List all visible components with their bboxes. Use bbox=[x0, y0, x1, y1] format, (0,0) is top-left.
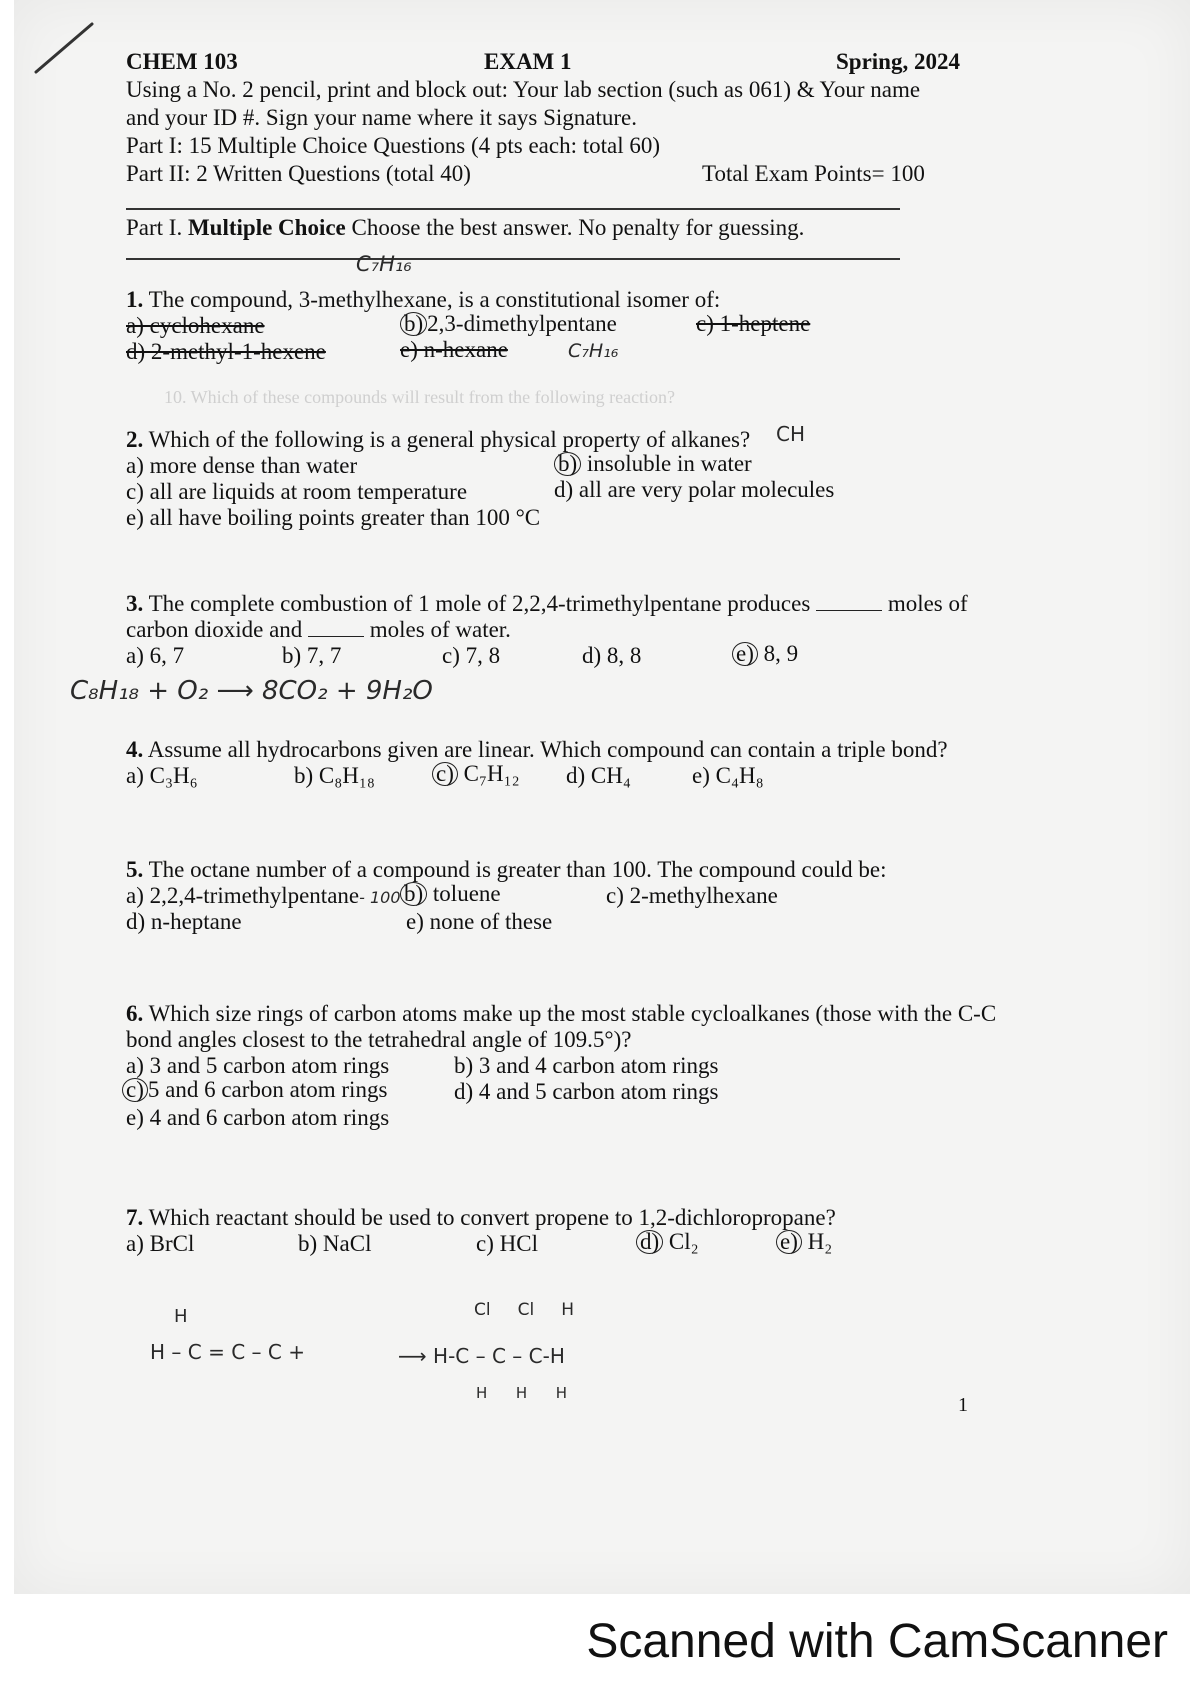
q1-option-a[interactable]: a) cyclohexane bbox=[126, 313, 265, 338]
q4-option-e[interactable]: e) C₄H₈ bbox=[692, 763, 764, 788]
exam-title: EXAM 1 bbox=[484, 49, 572, 74]
instructions-line-1: Using a No. 2 pencil, print and block out: Your lab section (such as 061) & Your name bbox=[126, 77, 921, 102]
q1-option-b-letter: b) bbox=[400, 312, 427, 336]
q7-option-e-text: H₂ bbox=[801, 1229, 833, 1254]
q6-option-b[interactable]: b) 3 and 4 carbon atom rings bbox=[454, 1053, 719, 1078]
q1-option-b[interactable] bbox=[400, 310, 617, 337]
q5-option-b-text: toluene bbox=[427, 881, 501, 906]
q5-option-c[interactable]: c) 2-methylhexane bbox=[606, 883, 778, 908]
q2-option-b[interactable] bbox=[554, 450, 752, 477]
question-1-number: 1. bbox=[126, 287, 144, 312]
q4-option-c-letter: c) bbox=[432, 762, 458, 786]
question-1-stem: The compound, 3-methylhexane, is a constitutional isomer of: bbox=[148, 287, 721, 312]
handwritten-formula-top: C₇H₁₆ bbox=[356, 252, 412, 276]
page-number: 1 bbox=[958, 1394, 968, 1416]
q3-option-a[interactable]: a) 6, 7 bbox=[126, 643, 185, 668]
question-1 bbox=[126, 286, 720, 313]
q6-option-a[interactable]: a) 3 and 5 carbon atom rings bbox=[126, 1053, 390, 1078]
q2-option-b-text: insoluble in water bbox=[581, 451, 752, 476]
handwritten-equation: C₈H₁₈ + O₂ ⟶ 8CO₂ + 9H₂O bbox=[70, 676, 433, 706]
q1-option-c[interactable]: c) 1-heptene bbox=[696, 311, 811, 336]
q5-option-b-letter: b) bbox=[400, 882, 427, 906]
question-2-number: 2. bbox=[126, 427, 144, 452]
handwritten-product-bottom: H H H bbox=[476, 1384, 568, 1402]
handwritten-product-top: Cl Cl H bbox=[474, 1300, 575, 1320]
question-7 bbox=[126, 1204, 836, 1231]
section-prefix: Part I. bbox=[126, 215, 188, 240]
question-4 bbox=[126, 736, 948, 763]
q3-option-e[interactable] bbox=[732, 640, 798, 667]
q2-option-c[interactable]: c) all are liquids at room temperature bbox=[126, 479, 468, 504]
question-5 bbox=[126, 856, 887, 883]
q4-option-d[interactable]: d) CH₄ bbox=[566, 763, 631, 788]
q4-option-c-text: C₇H₁₂ bbox=[457, 761, 520, 786]
q2-option-a[interactable]: a) more dense than water bbox=[126, 453, 358, 478]
handwritten-propene: H – C = C – C + bbox=[150, 1340, 305, 1364]
question-3-stem-2b: moles of water. bbox=[364, 617, 511, 642]
q7-option-d[interactable] bbox=[636, 1228, 699, 1255]
q6-option-e[interactable]: e) 4 and 6 carbon atom rings bbox=[126, 1105, 390, 1130]
q3-option-e-letter: e) bbox=[732, 642, 758, 666]
q2-option-b-letter: b) bbox=[554, 452, 581, 476]
q2-option-d[interactable]: d) all are very polar molecules bbox=[554, 477, 835, 502]
question-7-stem: Which reactant should be used to convert propene to 1,2-dichloropropane? bbox=[148, 1205, 836, 1230]
q4-option-b[interactable]: b) C₈H₁₈ bbox=[294, 763, 375, 788]
q7-option-c[interactable]: c) HCl bbox=[476, 1231, 538, 1256]
handwritten-propene-h: H bbox=[174, 1306, 188, 1327]
question-6-number: 6. bbox=[126, 1001, 144, 1026]
q6-option-c-letter: c) bbox=[122, 1078, 148, 1102]
total-points: Total Exam Points= 100 bbox=[702, 161, 925, 186]
question-5-number: 5. bbox=[126, 857, 144, 882]
section-title: Multiple Choice bbox=[187, 215, 346, 240]
divider-bottom bbox=[126, 258, 900, 260]
answer-blank-1 bbox=[816, 592, 882, 611]
pen-mark-icon bbox=[30, 18, 100, 78]
question-7-number: 7. bbox=[126, 1205, 144, 1230]
section-heading bbox=[126, 214, 804, 241]
q6-option-d[interactable]: d) 4 and 5 carbon atom rings bbox=[454, 1079, 719, 1104]
q4-option-a[interactable]: a) C₃H₆ bbox=[126, 763, 198, 788]
question-3-stem-2a: carbon dioxide and bbox=[126, 617, 303, 642]
question-6-stem-2: bond angles closest to the tetrahedral angle of 109.5°)? bbox=[126, 1027, 632, 1052]
instructions-line-2: and your ID #. Sign your name where it says Signature. bbox=[126, 105, 638, 130]
q7-option-e[interactable] bbox=[776, 1228, 832, 1255]
q6-option-c-text: 5 and 6 carbon atom rings bbox=[147, 1077, 388, 1102]
q3-option-d[interactable]: d) 8, 8 bbox=[582, 643, 642, 668]
question-6-stem-1: Which size rings of carbon atoms make up the most stable cycloalkanes (those with the C-C bbox=[148, 1001, 997, 1026]
q1-option-d[interactable]: d) 2-methyl-1-hexene bbox=[126, 339, 326, 364]
part-one-info: Part I: 15 Multiple Choice Questions (4 pts each: total 60) bbox=[126, 133, 661, 158]
q7-option-b[interactable]: b) NaCl bbox=[298, 1231, 372, 1256]
course-code: CHEM 103 bbox=[126, 49, 238, 74]
q7-option-d-text: Cl₂ bbox=[663, 1229, 699, 1254]
q7-option-d-letter: d) bbox=[636, 1230, 663, 1254]
q2-option-e[interactable]: e) all have boiling points greater than 100 °C bbox=[126, 505, 541, 530]
q5-option-d[interactable]: d) n-heptane bbox=[126, 909, 242, 934]
question-3-stem-1: The complete combustion of 1 mole of 2,2,4-trimethylpentane produces bbox=[148, 591, 811, 616]
question-3-stem-1b: moles of bbox=[882, 591, 968, 616]
q7-option-a[interactable]: a) BrCl bbox=[126, 1231, 195, 1256]
q7-option-e-letter: e) bbox=[776, 1230, 802, 1254]
answer-blank-2 bbox=[308, 618, 364, 637]
divider-top bbox=[126, 208, 900, 210]
bleed-through-text: 10. Which of these compounds will result from the following reaction? bbox=[164, 387, 676, 407]
q3-option-c[interactable]: c) 7, 8 bbox=[442, 643, 501, 668]
part-two-info: Part II: 2 Written Questions (total 40) bbox=[126, 161, 471, 186]
question-2 bbox=[126, 426, 750, 453]
section-text: Choose the best answer. No penalty for guessing. bbox=[345, 215, 805, 240]
question-3-number: 3. bbox=[126, 591, 144, 616]
scanned-page bbox=[14, 0, 1190, 1594]
handwritten-product: ⟶ H-C – C – C-H bbox=[398, 1344, 565, 1368]
q4-option-c[interactable] bbox=[432, 760, 520, 787]
scanner-footer bbox=[0, 1594, 1200, 1698]
q6-option-c[interactable] bbox=[122, 1076, 387, 1103]
q1-option-b-text: 2,3-dimethylpentane bbox=[427, 311, 617, 336]
question-4-stem: Assume all hydrocarbons given are linear. Which compound can contain a triple bond? bbox=[147, 737, 948, 762]
exam-term: Spring, 2024 bbox=[836, 49, 960, 74]
question-3-line-2 bbox=[126, 616, 511, 643]
q5-option-b[interactable] bbox=[400, 880, 501, 907]
scanner-watermark: Scanned with CamScanner bbox=[586, 1615, 1168, 1668]
question-2-stem: Which of the following is a general physical property of alkanes? bbox=[148, 427, 751, 452]
question-6 bbox=[126, 1000, 996, 1027]
q5-option-a-text: a) 2,2,4-trimethylpentane bbox=[126, 883, 360, 908]
question-4-number: 4. bbox=[126, 737, 144, 762]
q3-option-e-text: 8, 9 bbox=[757, 641, 799, 666]
handwritten-ch: CH bbox=[776, 422, 806, 446]
q5-option-a[interactable] bbox=[126, 882, 401, 911]
q5-option-e[interactable]: e) none of these bbox=[406, 909, 553, 934]
handwritten-note-q5: - 100 bbox=[359, 888, 401, 907]
question-5-stem: The octane number of a compound is greater than 100. The compound could be: bbox=[148, 857, 887, 882]
q1-option-e[interactable]: e) n-hexane bbox=[400, 337, 508, 362]
q3-option-b[interactable]: b) 7, 7 bbox=[282, 643, 342, 668]
handwritten-formula-q1: C₇H₁₆ bbox=[568, 340, 619, 362]
question-3 bbox=[126, 590, 968, 617]
